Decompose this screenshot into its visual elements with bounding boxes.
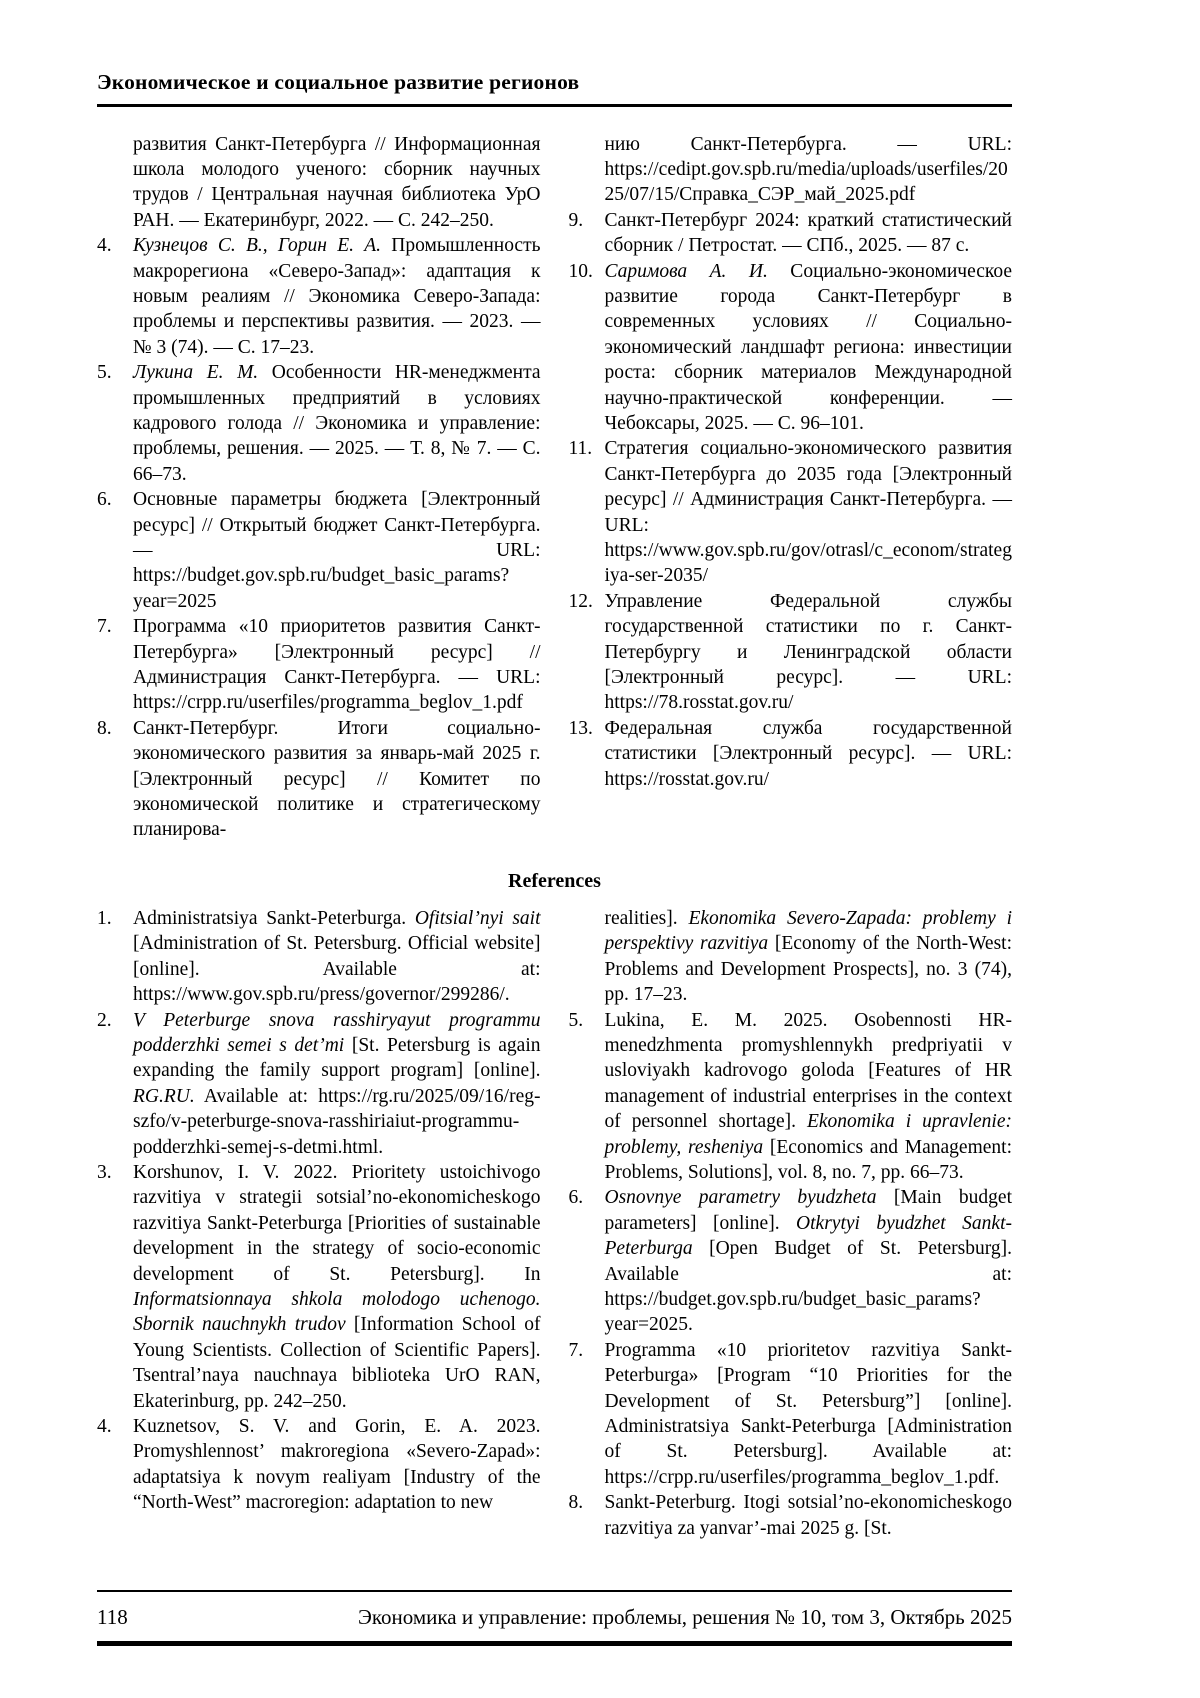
reference-text xyxy=(605,1490,1013,1541)
reference-text-segment: Sankt-Peterburg. Itogi sotsial’no-ekonomicheskogo razvitiya za yanvar’-mai 2025 g. [St. xyxy=(604,1492,1012,1539)
english-refs-left-column xyxy=(97,906,541,1541)
reference-text-segment: нию Санкт-Петербурга. — URL: https://cedipt.gov.spb.ru/media/uploads/userfiles/2025/07/15/Справка_СЭР_май_2025.pdf xyxy=(604,133,1012,206)
reference-number: 1. xyxy=(97,907,112,929)
reference-item xyxy=(97,233,541,360)
reference-text xyxy=(605,1008,1013,1186)
reference-text-segment: Programma «10 prioritetov razvitiya Sankt-Peterburga» [Program “10 Priorities for the Development of St. Petersburg”] [online]. Administratsiya Sankt-Peterburga [Administration of St. Petersburg]. Available at: https://crpp.ru/userfiles/programma_beglov_1.pdf. xyxy=(604,1339,1012,1488)
reference-text-segment: Особенности HR-менеджмента промышленных предприятий в условиях кадрового голода // Экономика и управление: проблемы, решения. — 2025. — Т. 8, № 7. — С. 66–73. xyxy=(133,362,541,485)
reference-number: 4. xyxy=(97,235,112,257)
reference-text xyxy=(605,589,1013,716)
reference-item xyxy=(97,487,541,614)
reference-text-segment: развития Санкт-Петербурга // Информационная школа молодого ученого: сборник научных трудов / Центральная научная библиотека УрО РАН. — Екатеринбург, 2022. — С. 242–250. xyxy=(133,133,541,231)
reference-item xyxy=(97,132,541,234)
reference-item xyxy=(569,1185,1013,1337)
reference-number: 10. xyxy=(568,260,593,282)
reference-text-segment: Санкт-Петербург. Итоги социально-экономического развития за январь-май 2025 г. [Электронный ресурс] // Комитет по экономической политике и стратегическому планирова- xyxy=(133,717,541,841)
reference-text-segment: [St. Petersburg is again expanding the family support program] [online]. xyxy=(133,1034,541,1082)
footer-row xyxy=(97,1605,1012,1630)
reference-text-italic-segment: Ekonomika Severo-Zapada: problemy i perspektivy razvitiya xyxy=(604,907,1012,955)
reference-text xyxy=(605,716,1013,792)
reference-text xyxy=(605,436,1013,588)
reference-text-italic-segment: Otkrytyi byudzhet Sankt-Peterburga xyxy=(604,1212,1012,1260)
reference-text xyxy=(133,614,541,716)
russian-references-section xyxy=(97,132,1012,843)
reference-text-segment: Lukina, E. M. 2025. Osobennosti HR-menedzhmenta promyshlennykh predpriyatii v usloviyakh kadrovogo goloda [Features of HR management of industrial enterprises in the context of personnel shortage]. xyxy=(604,1009,1012,1133)
journal-info-line: Экономика и управление: проблемы, решения № 10, том 3, Октябрь 2025 xyxy=(358,1605,1012,1629)
reference-number: 5. xyxy=(568,1009,584,1031)
reference-item xyxy=(97,1008,541,1160)
reference-text-segment: Korshunov, I. V. 2022. Prioritety ustoichivogo razvitiya v strategii sotsial’no-ekonomicheskogo razvitiya Sankt-Peterburga [Priorities of sustainable development in the strategy of socio-economic development of St. Petersburg]. In xyxy=(133,1161,541,1285)
reference-text-italic-segment: Ofitsial’nyi sait xyxy=(414,907,541,929)
reference-text xyxy=(605,1185,1013,1337)
reference-item xyxy=(97,614,541,716)
reference-number: 4. xyxy=(97,1416,112,1437)
reference-text-segment: Промышленность макрорегиона «Северо-Запад»: адаптация к новым реалиям // Экономика Северо-Запада: проблемы и перспективы развития. — 2023. — № 3 (74). — С. 17–23. xyxy=(133,235,541,358)
reference-text xyxy=(133,906,541,1008)
reference-number: 5. xyxy=(97,362,112,384)
reference-item xyxy=(569,259,1013,437)
footer-bottom-rule xyxy=(97,1641,1012,1646)
reference-text xyxy=(133,360,541,487)
footer-top-rule xyxy=(97,1590,1012,1592)
reference-text-segment: [Information School of Young Scientists. Collection of Scientific Papers]. Tsentral’naya nauchnaya biblioteka UrO RAN, Ekaterinburg, pp. 242–250. xyxy=(133,1314,541,1412)
page-footer xyxy=(97,1590,1012,1646)
reference-text-segment: [Main budget parameters] [online]. xyxy=(604,1187,1012,1234)
reference-text-segment: realities]. xyxy=(604,907,689,929)
reference-text-segment: Стратегия социально-экономического развития Санкт-Петербурга до 2035 года [Электронный ресурс] // Администрация Санкт-Петербурга. — URL: https://www.gov.spb.ru/gov/otrasl/c_econom/strategiya-ser-2035/ xyxy=(604,438,1012,587)
reference-number: 11. xyxy=(568,438,593,460)
russian-refs-left-column xyxy=(97,132,541,843)
reference-text-segment: Administratsiya Sankt-Peterburga. xyxy=(133,907,415,929)
reference-text-segment: [Open Budget of St. Petersburg]. Available at: https://budget.gov.spb.ru/budget_basic_params?year=2025. xyxy=(604,1238,1012,1336)
reference-number: 12. xyxy=(568,590,593,612)
reference-item xyxy=(97,1160,541,1414)
reference-text-segment: [Administration of St. Petersburg. Official website] [online]. Available at: https://www.gov.spb.ru/press/governor/299286/. xyxy=(133,933,541,1006)
reference-text xyxy=(605,259,1013,437)
reference-number xyxy=(569,132,605,208)
reference-item xyxy=(569,906,1013,1008)
reference-number: 6. xyxy=(97,489,112,511)
russian-refs-right-column xyxy=(569,132,1013,843)
reference-number xyxy=(569,906,605,1008)
reference-text xyxy=(133,1160,541,1414)
reference-text-italic-segment: Лукина Е. М. xyxy=(133,362,259,384)
reference-item xyxy=(569,1338,1013,1490)
reference-text-italic-segment: V Peterburge snova rasshiryayut programmu podderzhki semei s det’mi xyxy=(133,1009,541,1056)
reference-text-italic-segment: Osnovnye parametry byudzheta xyxy=(604,1187,877,1209)
reference-text xyxy=(133,1008,541,1160)
reference-text xyxy=(133,1414,541,1516)
reference-item xyxy=(569,132,1013,208)
reference-text-italic-segment: Саримова А. И. xyxy=(604,260,768,282)
reference-number: 7. xyxy=(97,616,112,638)
reference-text-segment: Kuznetsov, S. V. and Gorin, E. A. 2023. Promyshlennost’ makroregiona «Severo-Zapad»: adaptatsiya k novym realiyam [Industry of the “North-West” macroregion: adaptation to new xyxy=(133,1416,541,1514)
reference-text-segment: Социально-экономическое развитие города Санкт-Петербург в современных условиях // Социально-экономический ландшафт региона: инвестиции роста: сборник материалов Международной научно-практической конференции. — Чебоксары, 2025. — С. 96–101. xyxy=(604,260,1012,434)
reference-text-segment: Федеральная служба государственной статистики [Электронный ресурс]. — URL: https://rosstat.gov.ru/ xyxy=(604,717,1012,790)
reference-number: 2. xyxy=(97,1009,112,1031)
reference-number: 6. xyxy=(568,1187,584,1209)
reference-text xyxy=(133,233,541,360)
page-number: 118 xyxy=(97,1605,128,1629)
english-references-section xyxy=(97,906,1012,1541)
running-head-title: Экономическое и социальное развитие регионов xyxy=(97,70,580,94)
english-refs-right-column xyxy=(569,906,1013,1541)
reference-item xyxy=(569,1008,1013,1186)
reference-text xyxy=(605,132,1013,208)
reference-text-segment: [Economics and Management: Problems, Solutions], vol. 8, no. 7, pp. 66–73. xyxy=(604,1136,1012,1183)
reference-item xyxy=(97,1414,541,1516)
header-rule xyxy=(97,104,1012,107)
reference-number xyxy=(97,132,133,234)
reference-text xyxy=(133,716,541,843)
references-heading: References xyxy=(508,869,601,892)
reference-text-segment: Программа «10 приоритетов развития Санкт-Петербурга» [Электронный ресурс] // Администрация Санкт-Петербурга. — URL: https://crpp.ru/userfiles/programma_beglov_1.pdf xyxy=(133,616,541,714)
reference-item xyxy=(569,1490,1013,1541)
reference-item xyxy=(569,589,1013,716)
reference-item xyxy=(569,208,1013,259)
reference-text xyxy=(605,906,1013,1008)
reference-text-segment: Санкт-Петербург 2024: краткий статистический сборник / Петростат. — СПб., 2025. — 87 с. xyxy=(604,209,1012,257)
reference-item xyxy=(97,906,541,1008)
reference-text xyxy=(133,487,541,614)
reference-number: 9. xyxy=(568,209,584,231)
reference-item xyxy=(97,716,541,843)
reference-text-segment: Основные параметры бюджета [Электронный ресурс] // Открытый бюджет Санкт-Петербурга. — URL: https://budget.gov.spb.ru/budget_basic_params?year=2025 xyxy=(133,489,541,612)
page-header xyxy=(97,70,1012,107)
reference-text-italic-segment: Кузнецов С. В., Горин Е. А. xyxy=(133,235,382,257)
reference-number: 8. xyxy=(568,1492,584,1514)
reference-text-segment: Available at: https://rg.ru/2025/09/16/reg-szfo/v-peterburge-snova-rasshiriaiut-programmu-podderzhki-semej-s-detmi.html. xyxy=(133,1085,541,1158)
reference-item xyxy=(569,716,1013,792)
reference-text-italic-segment: RG.RU. xyxy=(133,1085,195,1107)
reference-number: 13. xyxy=(568,717,593,739)
reference-number: 3. xyxy=(97,1161,112,1183)
reference-number: 7. xyxy=(568,1339,584,1361)
reference-text-italic-segment: Ekonomika i upravlenie: problemy, resheniya xyxy=(604,1111,1013,1158)
reference-item xyxy=(569,436,1013,588)
reference-text-segment: [Economy of the North-West: Problems and Development Prospects], no. 3 (74), pp. 17–23. xyxy=(604,933,1012,1006)
reference-text xyxy=(605,1338,1013,1490)
reference-text-segment: Управление Федеральной службы государственной статистики по г. Санкт-Петербургу и Ленинградской области [Электронный ресурс]. — URL: https://78.rosstat.gov.ru/ xyxy=(604,590,1012,714)
reference-number: 8. xyxy=(97,717,112,739)
reference-text xyxy=(605,208,1013,259)
reference-item xyxy=(97,360,541,487)
reference-text xyxy=(133,132,541,234)
reference-text-italic-segment: Informatsionnaya shkola molodogo uchenogo. Sbornik nauchnykh trudov xyxy=(133,1288,541,1336)
